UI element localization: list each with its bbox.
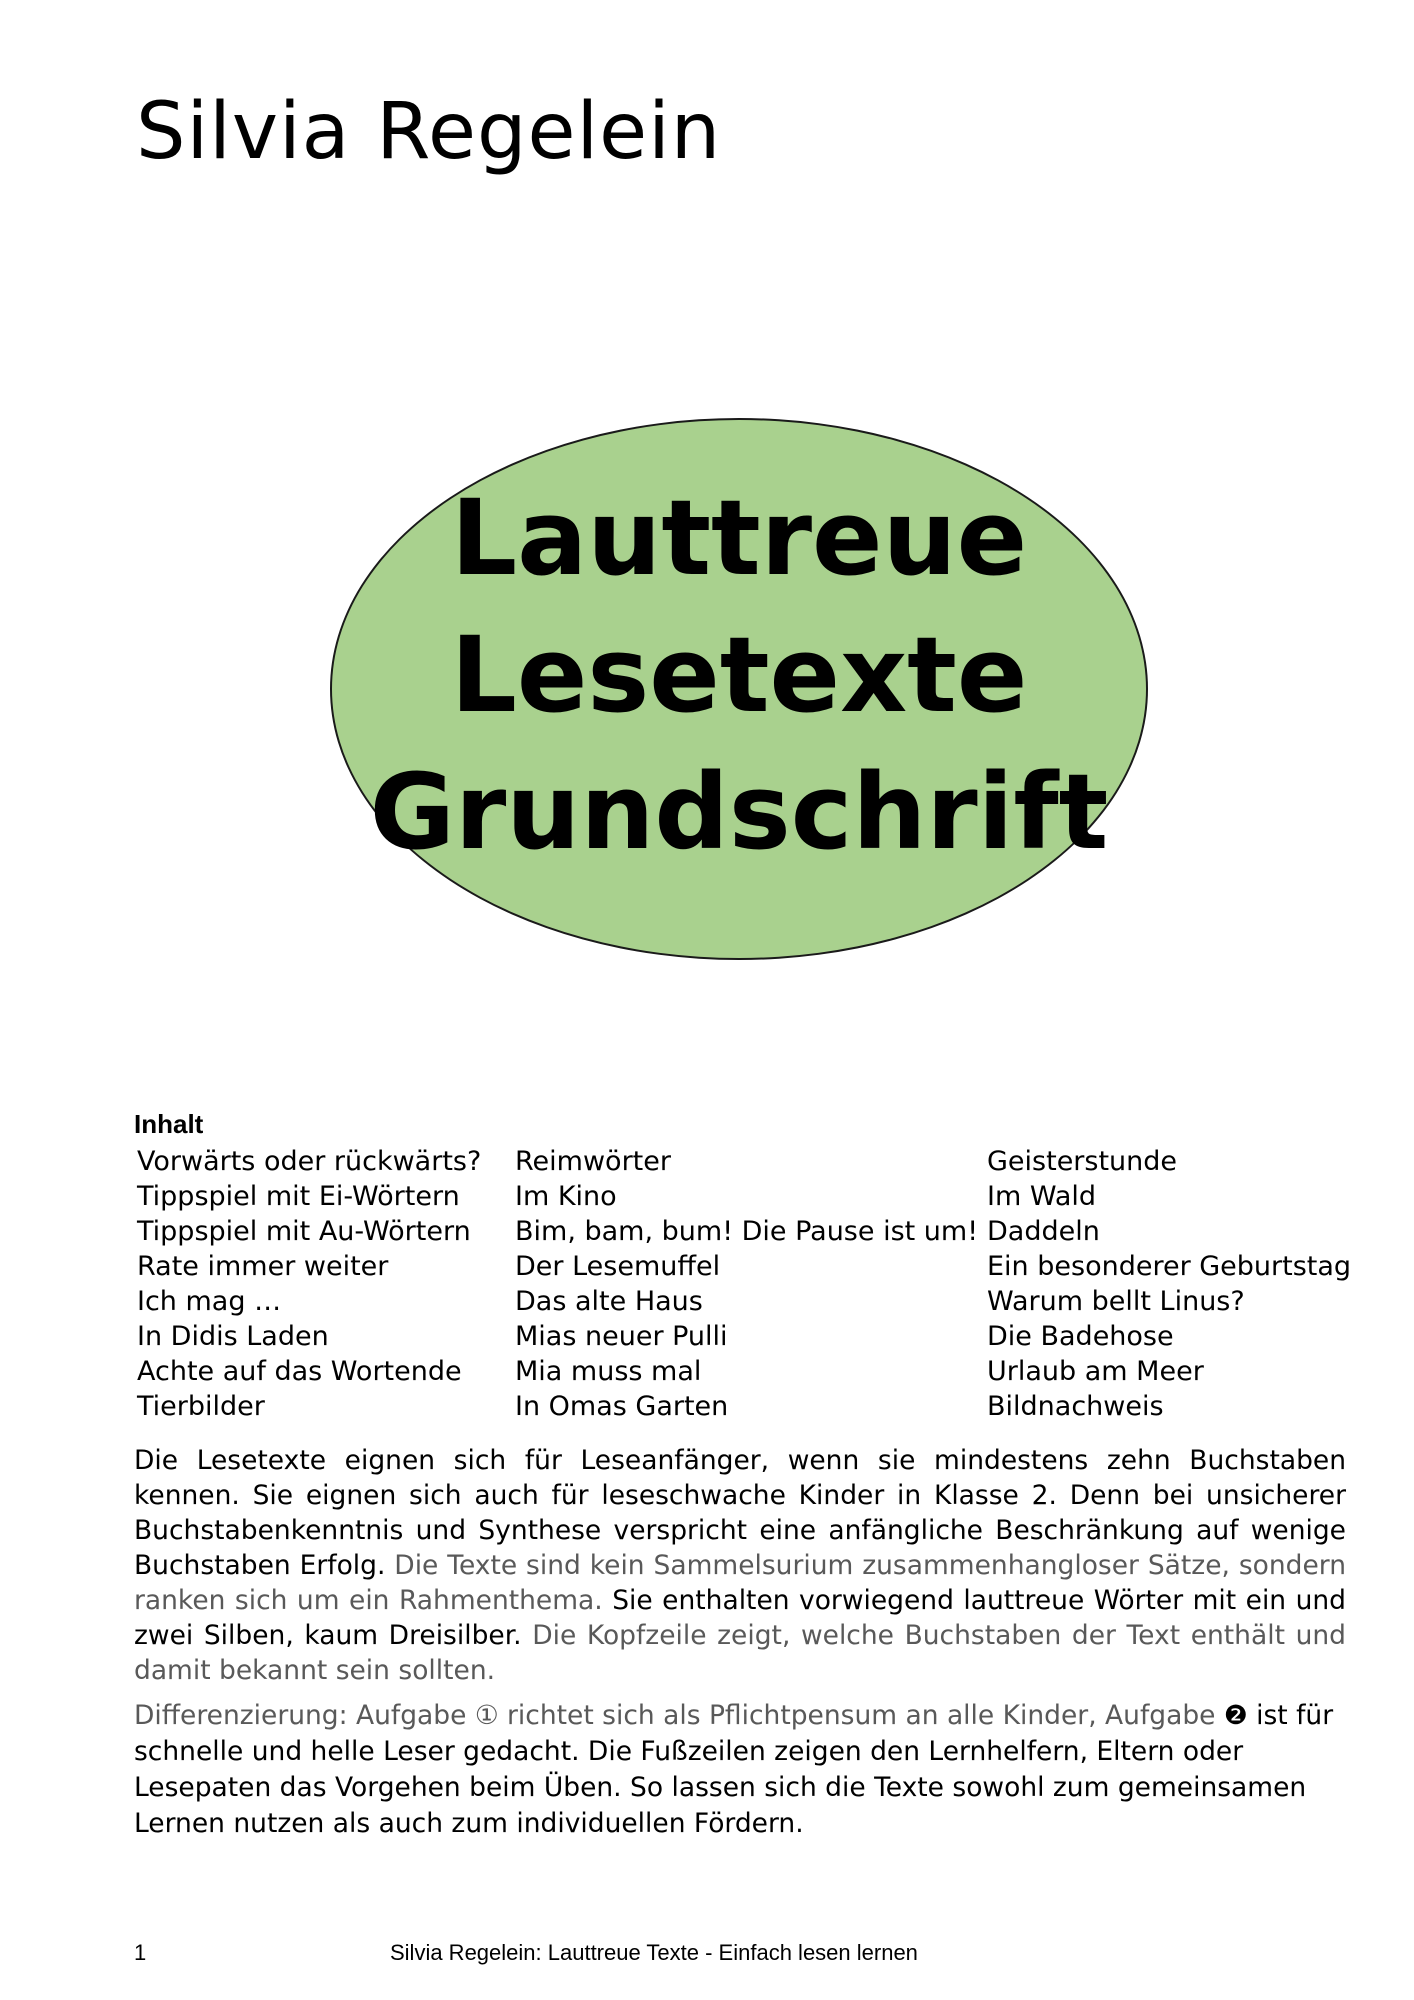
title-line: Grundschrift (369, 751, 1109, 873)
differentiation-text-grey: Differenzierung: Aufgabe ① richtet sich als Pflichtpensum an alle Kinder, Aufgabe (134, 1700, 1224, 1731)
contents-column-3 (987, 1144, 1351, 1424)
contents-item: Reimwörter (515, 1146, 671, 1177)
intro-text-grey: Die Kopfzeile zeigt, welche Buchstaben der Text enthält und damit bekannt sein sollten. (134, 1620, 1346, 1686)
intro-text: Die Lesetexte eignen sich für Leseanfänger, wenn sie mindestens zehn Buchstaben kennen. Sie eignen sich auch für leseschwache Kinder in Klasse 2. Denn bei unsicherer Buchstabenkenntnis und Synthese verspricht eine anfängliche Beschränkung auf wenige Buchstaben Erfolg. (134, 1445, 1346, 1581)
contents-item: Bim, bam, bum! Die Pause ist um! (515, 1216, 979, 1247)
contents-item: Das alte Haus (515, 1286, 703, 1317)
contents-item: Geisterstunde (987, 1146, 1178, 1177)
contents-column-2 (515, 1144, 978, 1424)
contents-item: Ein besonderer Geburtstag (987, 1251, 1352, 1282)
title-line: Lesetexte (450, 614, 1028, 736)
footer-text: Silvia Regelein: Lauttreue Texte - Einfach lesen lernen (390, 1940, 918, 1965)
contents-column-1 (137, 1144, 481, 1424)
contents-item: Daddeln (987, 1216, 1100, 1247)
differentiation-paragraph (134, 1698, 1346, 1842)
contents-item: Im Wald (987, 1181, 1097, 1212)
contents-item: Im Kino (515, 1181, 617, 1212)
intro-text-grey: Die Texte sind kein Sammelsurium zusammenhangloser Sätze, sondern ranken sich um ein Rahmenthema. (134, 1550, 1346, 1616)
contents-item: Achte auf das Wortende (137, 1356, 462, 1387)
document-title (330, 470, 1148, 881)
contents-item: Ich mag … (137, 1286, 282, 1317)
contents-item: Tippspiel mit Ei-Wörtern (137, 1181, 460, 1212)
page-number: 1 (134, 1940, 147, 1965)
contents-item: Rate immer weiter (137, 1251, 389, 1282)
contents-item: In Didis Laden (137, 1321, 329, 1352)
intro-paragraph (134, 1443, 1346, 1688)
contents-item: Die Badehose (987, 1321, 1174, 1352)
contents-item: Tippspiel mit Au-Wörtern (137, 1216, 471, 1247)
contents-item: Mias neuer Pulli (515, 1321, 728, 1352)
contents-item: Urlaub am Meer (987, 1356, 1204, 1387)
differentiation-text: ist für schnelle und helle Leser gedacht. Die Fußzeilen zeigen den Lernhelfern, Eltern oder Lesepaten das Vorgehen beim Üben. So lassen sich die Texte sowohl zum gemeinsamen Lernen nutzen als auch zum individuellen Fördern. (134, 1700, 1334, 1839)
title-line: Lauttreue (450, 477, 1028, 599)
author-name: Silvia Regelein (136, 87, 722, 177)
intro-text: Sie enthalten vorwiegend lauttreue Wörter mit ein und zwei Silben, kaum Dreisilber. (134, 1585, 1346, 1651)
contents-item: Mia muss mal (515, 1356, 702, 1387)
contents-item: Bildnachweis (987, 1391, 1164, 1422)
contents-item: Der Lesemuffel (515, 1251, 721, 1282)
contents-item: Vorwärts oder rückwärts? (137, 1146, 482, 1177)
contents-item: Warum bellt Linus? (987, 1286, 1245, 1317)
contents-item: In Omas Garten (515, 1391, 729, 1422)
contents-heading: Inhalt (134, 1109, 204, 1139)
number-two-icon: ❷ (1223, 1700, 1248, 1731)
contents-item: Tierbilder (137, 1391, 265, 1422)
